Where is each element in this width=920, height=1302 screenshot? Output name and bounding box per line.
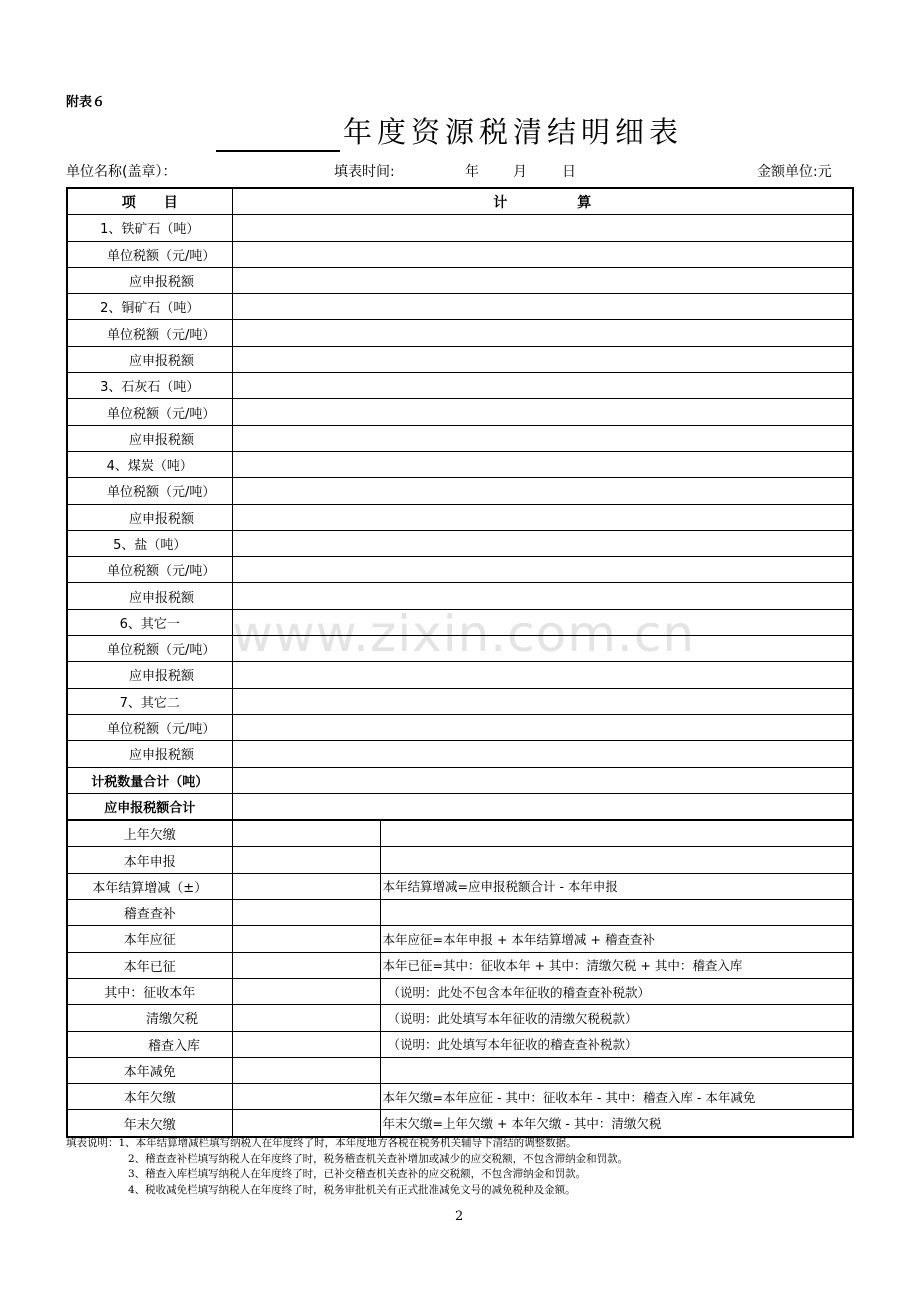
- row-label: 4、煤炭（吨）: [67, 451, 232, 477]
- row-label: 3、石灰石（吨）: [67, 373, 232, 399]
- settle-row: [67, 1031, 853, 1057]
- amount-cell[interactable]: [232, 1084, 380, 1110]
- settle-row: [67, 1110, 853, 1137]
- page-number: 2: [455, 1209, 464, 1224]
- row-label: 应申报税额: [67, 425, 232, 451]
- amount-cell[interactable]: [232, 1005, 380, 1031]
- formula-cell: （说明：此处填写本年征收的稽查查补税款）: [380, 1031, 853, 1057]
- calc-cell[interactable]: [232, 714, 853, 740]
- settle-row: [67, 820, 853, 847]
- settle-row: [67, 926, 853, 952]
- total-label: 计税数量合计（吨）: [67, 767, 232, 793]
- formula-cell: （说明：此处不包含本年征收的稽查查补税款）: [380, 978, 853, 1004]
- formula-cell: 本年结算增减=应申报税额合计 - 本年申报: [380, 873, 853, 899]
- calc-cell[interactable]: [232, 320, 853, 346]
- amount-cell[interactable]: [232, 978, 380, 1004]
- row-label: 应申报税额: [67, 583, 232, 609]
- table-row: [67, 399, 853, 425]
- settlement-table: [66, 187, 854, 1138]
- settle-label: 本年申报: [67, 847, 232, 873]
- table-row: [67, 741, 853, 767]
- calc-cell[interactable]: [232, 346, 853, 372]
- calc-cell[interactable]: [232, 636, 853, 662]
- row-label: 1、铁矿石（吨）: [67, 215, 232, 241]
- table-row: [67, 583, 853, 609]
- calc-cell[interactable]: [232, 373, 853, 399]
- formula-cell: 年末欠缴=上年欠缴 + 本年欠缴 - 其中：清缴欠税: [380, 1110, 853, 1137]
- settle-label: 本年欠缴: [67, 1084, 232, 1110]
- fill-time-label: 填表时间:: [334, 164, 395, 180]
- calc-cell[interactable]: [232, 215, 853, 241]
- formula-cell: [380, 1057, 853, 1083]
- amount-unit-label: 金额单位:元: [757, 164, 832, 180]
- settle-label: 其中：征收本年: [67, 978, 232, 1004]
- settle-label: 本年减免: [67, 1057, 232, 1083]
- amount-cell[interactable]: [232, 820, 380, 847]
- table-row: [67, 530, 853, 556]
- table-row: [67, 714, 853, 740]
- amount-cell[interactable]: [232, 1057, 380, 1083]
- calc-cell[interactable]: [232, 399, 853, 425]
- note-line: 2、稽查查补栏填写纳税人在年度终了时，税务稽查机关查补增加或减少的应交税额，不包含滞纳金和罚款。: [128, 1152, 629, 1165]
- settle-row: [67, 1057, 853, 1083]
- table-row: [67, 320, 853, 346]
- row-label: 单位税额（元/吨）: [67, 478, 232, 504]
- calc-cell[interactable]: [232, 793, 853, 820]
- formula-cell: [380, 900, 853, 926]
- calc-cell[interactable]: [232, 557, 853, 583]
- calc-cell[interactable]: [232, 609, 853, 635]
- calc-cell[interactable]: [232, 478, 853, 504]
- calc-cell[interactable]: [232, 688, 853, 714]
- calc-cell[interactable]: [232, 530, 853, 556]
- calc-cell[interactable]: [232, 267, 853, 293]
- calc-cell[interactable]: [232, 504, 853, 530]
- settle-label: 本年已征: [67, 952, 232, 978]
- settle-label: 上年欠缴: [67, 820, 232, 847]
- calc-cell[interactable]: [232, 662, 853, 688]
- calc-cell[interactable]: [232, 294, 853, 320]
- table-row: [67, 688, 853, 714]
- table-row: [67, 267, 853, 293]
- settle-row: [67, 847, 853, 873]
- row-label: 应申报税额: [67, 741, 232, 767]
- calc-cell[interactable]: [232, 583, 853, 609]
- settle-label: 稽查入库: [67, 1031, 232, 1057]
- row-label: 2、铜矿石（吨）: [67, 294, 232, 320]
- note-line: 3、稽查入库栏填写纳税人在年度终了时，已补交稽查机关查补的应交税额，不包含滞纳金和罚款。: [128, 1168, 587, 1180]
- table-row: [67, 557, 853, 583]
- table-row: [67, 609, 853, 635]
- table-row: [67, 478, 853, 504]
- settle-label: 年末欠缴: [67, 1110, 232, 1137]
- attachment-label: 附表６: [66, 95, 106, 110]
- calc-cell[interactable]: [232, 741, 853, 767]
- row-label: 单位税额（元/吨）: [67, 636, 232, 662]
- day-label: 日: [562, 164, 576, 180]
- amount-cell[interactable]: [232, 1110, 380, 1137]
- row-label: 单位税额（元/吨）: [67, 241, 232, 267]
- note-line: 填表说明：1、本年结算增减栏填写纳税人在年度终了时，本年度地方各税在税务机关辅导下清结的调整数据。: [66, 1137, 577, 1149]
- row-label: 单位税额（元/吨）: [67, 320, 232, 346]
- row-label: 应申报税额: [67, 504, 232, 530]
- table-row: [67, 636, 853, 662]
- calc-cell[interactable]: [232, 241, 853, 267]
- settle-row: [67, 978, 853, 1004]
- title-year-blank: [216, 150, 340, 152]
- calc-cell[interactable]: [232, 767, 853, 793]
- row-label: 应申报税额: [67, 346, 232, 372]
- table-row: [67, 241, 853, 267]
- amount-cell[interactable]: [232, 926, 380, 952]
- table-header-row: [67, 188, 853, 215]
- row-label: 单位税额（元/吨）: [67, 714, 232, 740]
- row-label: 7、其它二: [67, 688, 232, 714]
- formula-cell: [380, 847, 853, 873]
- column-header-item: 项 目: [67, 188, 232, 215]
- calc-cell[interactable]: [232, 451, 853, 477]
- settle-label: 稽查查补: [67, 900, 232, 926]
- table-row: [67, 346, 853, 372]
- column-header-calc: 计 算: [232, 188, 853, 215]
- month-label: 月: [513, 164, 527, 180]
- settle-label: 本年结算增减（±）: [67, 873, 232, 899]
- formula-cell: 本年应征=本年申报 + 本年结算增减 + 稽查查补: [380, 926, 853, 952]
- formula-cell: （说明：此处填写本年征收的清缴欠税税款）: [380, 1005, 853, 1031]
- amount-cell[interactable]: [232, 1031, 380, 1057]
- row-label: 6、其它一: [67, 609, 232, 635]
- row-label: 单位税额（元/吨）: [67, 557, 232, 583]
- amount-cell[interactable]: [232, 952, 380, 978]
- formula-cell: 本年已征=其中：征收本年 + 其中：清缴欠税 + 其中：稽查入库: [380, 952, 853, 978]
- amount-cell[interactable]: [232, 847, 380, 873]
- settle-row: [67, 1005, 853, 1031]
- total-label: 应申报税额合计: [67, 793, 232, 820]
- calc-cell[interactable]: [232, 425, 853, 451]
- table-row-total: [67, 793, 853, 820]
- row-label: 单位税额（元/吨）: [67, 399, 232, 425]
- settle-label: 本年应征: [67, 926, 232, 952]
- formula-cell: 本年欠缴=本年应征 - 其中：征收本年 - 其中：稽查入库 - 本年减免: [380, 1084, 853, 1110]
- fill-instructions: [66, 1136, 628, 1198]
- table-row: [67, 215, 853, 241]
- amount-cell[interactable]: [232, 900, 380, 926]
- table-row-total: [67, 767, 853, 793]
- page-title: 年度资源税清结明细表: [343, 115, 684, 149]
- row-label: 应申报税额: [67, 662, 232, 688]
- table-row: [67, 451, 853, 477]
- row-label: 应申报税额: [67, 267, 232, 293]
- settle-row: [67, 900, 853, 926]
- table-row: [67, 425, 853, 451]
- amount-cell[interactable]: [232, 873, 380, 899]
- table-row: [67, 504, 853, 530]
- settle-row: [67, 952, 853, 978]
- watermark: www.zixin.com.cn: [232, 605, 696, 663]
- settle-label: 清缴欠税: [67, 1005, 232, 1031]
- formula-cell: [380, 820, 853, 847]
- year-label: 年: [465, 164, 479, 180]
- settle-row: [67, 873, 853, 899]
- table-row: [67, 294, 853, 320]
- settle-row: [67, 1084, 853, 1110]
- note-line: 4、税收减免栏填写纳税人在年度终了时，税务审批机关有正式批准减免文号的减免税种及金额。: [128, 1183, 576, 1196]
- row-label: 5、盐（吨）: [67, 530, 232, 556]
- unit-name-label: 单位名称(盖章）：: [66, 164, 177, 180]
- table-row: [67, 662, 853, 688]
- table-row: [67, 373, 853, 399]
